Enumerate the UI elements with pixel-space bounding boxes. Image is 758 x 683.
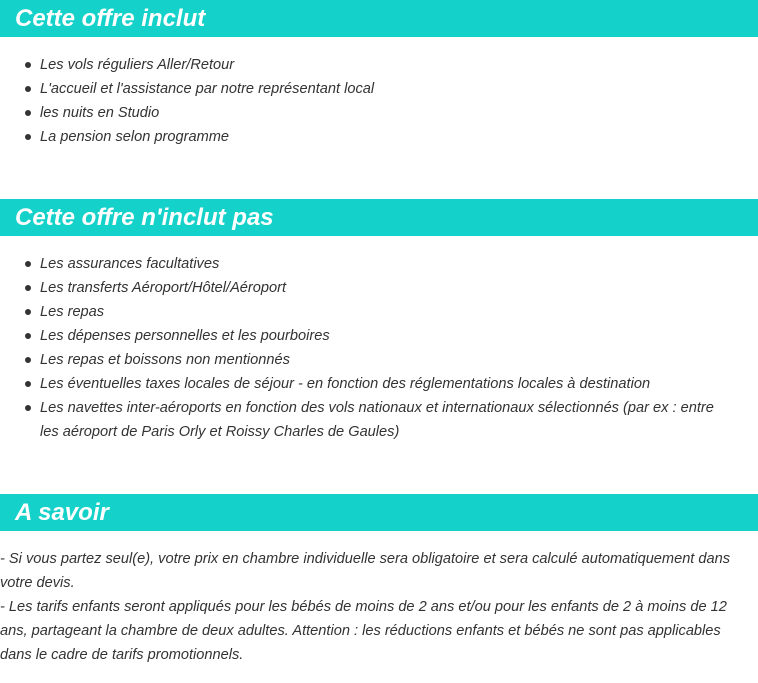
- section-info-header: [0, 494, 758, 531]
- list-item: Les dépenses personnelles et les pourboires: [0, 324, 758, 348]
- list-item: Les repas: [0, 300, 758, 324]
- list-item: L'accueil et l'assistance par notre représentant local: [0, 77, 758, 101]
- list-item: Les transferts Aéroport/Hôtel/Aéroport: [0, 276, 758, 300]
- list-item: Les assurances facultatives: [0, 252, 758, 276]
- section-excluded: [0, 199, 758, 444]
- excluded-list: [0, 252, 758, 444]
- info-paragraph: - Les tarifs enfants seront appliqués pour les bébés de moins de 2 ans et/ou pour les enfants de 2 à moins de 12 ans, partageant la chambre de deux adultes. Attention : les réductions enfants et bébés ne sont pas applicables dans le cadre de tarifs promotionnels.: [0, 599, 727, 663]
- section-included: [0, 0, 758, 149]
- section-info: [0, 494, 758, 667]
- list-item: les nuits en Studio: [0, 101, 758, 125]
- list-item: Les repas et boissons non mentionnés: [0, 348, 758, 372]
- section-excluded-header: [0, 199, 758, 236]
- included-list: [0, 53, 758, 149]
- section-included-title: Cette offre inclut: [15, 4, 206, 32]
- section-included-header: [0, 0, 758, 37]
- list-item: La pension selon programme: [0, 125, 758, 149]
- list-item: Les vols réguliers Aller/Retour: [0, 53, 758, 77]
- list-item: Les navettes inter-aéroports en fonction des vols nationaux et internationaux sélectionnés (par ex : entre les aéroport de Paris Orly et Roissy Charles de Gaules): [0, 396, 758, 444]
- info-paragraph: - Si vous partez seul(e), votre prix en chambre individuelle sera obligatoire et sera calculé automatiquement dans votre devis.: [0, 551, 731, 591]
- info-body: [0, 547, 758, 667]
- list-item: Les éventuelles taxes locales de séjour - en fonction des réglementations locales à destination: [0, 372, 758, 396]
- section-excluded-title: Cette offre n'inclut pas: [15, 203, 274, 231]
- section-info-title: A savoir: [15, 498, 109, 526]
